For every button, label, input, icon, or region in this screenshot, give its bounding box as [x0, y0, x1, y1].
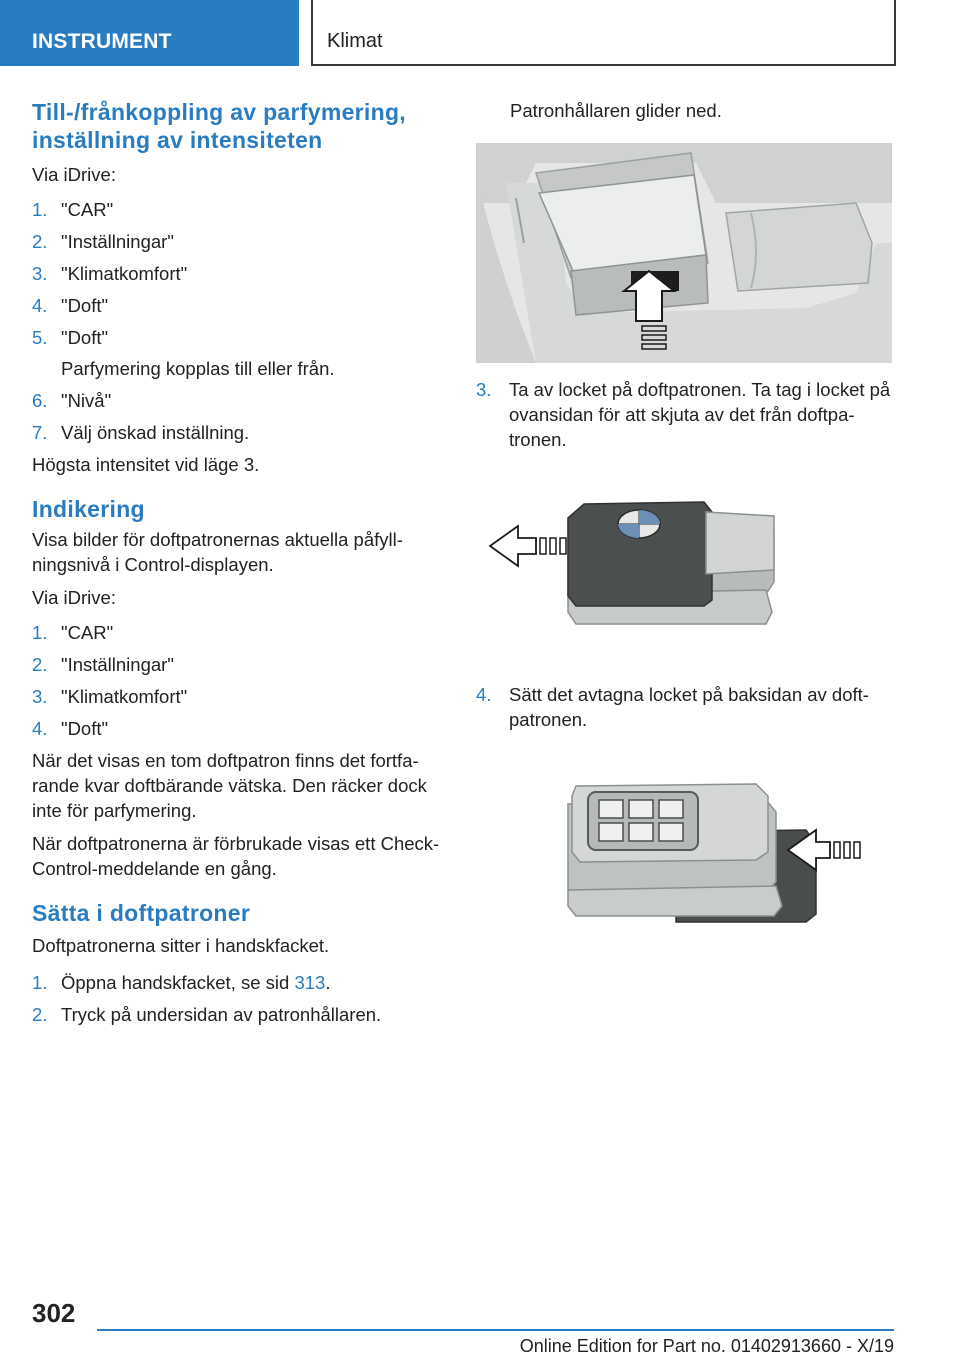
list-item: 4. "Doft" [32, 718, 109, 739]
list-item: 3. "Klimatkomfort" [32, 686, 188, 707]
section-tab [0, 0, 299, 66]
indikering-para-1: När det visas en tom doftpatron finns det fortfarande kvar doftbärande vätska. Den räcker dock inte för parfymering. [32, 750, 427, 821]
steps-parfym-toggle [32, 197, 442, 445]
steps-cartridge-2 [476, 682, 892, 732]
section-label: INSTRUMENT [32, 30, 172, 53]
list-item: 2. "Inställningar" [32, 231, 174, 252]
list-item: 4. Sätt det avtagna locket på baksidan av doftpatronen. [476, 684, 869, 730]
right-column [476, 98, 892, 932]
heading-parfym-toggle: Till-/frånkoppling av parfymering, inställning av intensiteten [32, 99, 406, 153]
steps-cartridge [476, 377, 892, 452]
glovebox-illustration [476, 143, 892, 363]
indikering-intro: Visa bilder för doftpatronernas aktuella påfyllningsnivå i Control-displayen. [32, 529, 403, 575]
figure-attach-lid [476, 782, 892, 932]
list-item: 1. "CAR" [32, 199, 114, 220]
list-item: 6. "Nivå" [32, 390, 112, 411]
list-item: 3. "Klimatkomfort" [32, 263, 188, 284]
steps-indikering [32, 620, 442, 741]
heading-indikering: Indikering [32, 496, 145, 522]
list-item: 2. "Inställningar" [32, 654, 174, 675]
figure-caption: Patronhållaren glider ned. [510, 100, 722, 121]
page-number: 302 [32, 1298, 76, 1328]
page-link[interactable]: 313 [294, 972, 326, 993]
list-item: 1. Öppna handskfacket, se sid 313. [32, 972, 331, 993]
via-idrive-2: Via iDrive: [32, 587, 116, 608]
list-item: 3. Ta av locket på doftpatronen. Ta tag i locket på ovansidan för att skjuta av det från doftpatronen. [476, 379, 891, 450]
heading-satta-i: Sätta i doftpatroner [32, 900, 251, 926]
step-subtext: Parfymering kopplas till eller från. [61, 358, 335, 379]
list-item: 2. Tryck på undersidan av patronhållaren. [32, 1004, 382, 1025]
chapter-label: Klimat [327, 30, 383, 52]
list-item: 1. "CAR" [32, 622, 114, 643]
footer-rule [97, 1329, 894, 1331]
left-column [32, 98, 442, 1034]
figure-holder-slide-down [476, 143, 892, 363]
figure-remove-lid [476, 494, 892, 644]
via-idrive-1: Via iDrive: [32, 164, 116, 185]
list-item: 7. Välj önskad inställning. [32, 422, 250, 443]
steps-satta-i [32, 970, 442, 1027]
edition-text: Online Edition for Part no. 01402913660 - X/19 [519, 1336, 894, 1356]
list-item: 5. "Doft" Parfymering kopplas till eller från. [32, 325, 442, 381]
intensity-note: Högsta intensitet vid läge 3. [32, 454, 260, 475]
cartridge-lid-attach-illustration [476, 782, 892, 932]
indikering-para-2: När doftpatronerna är förbrukade visas ett Check-Control-meddelande en gång. [32, 833, 440, 879]
satta-i-intro: Doftpatronerna sitter i handskfacket. [32, 935, 330, 956]
page-header [0, 0, 960, 66]
chapter-box [311, 0, 896, 66]
list-item: 4. "Doft" [32, 295, 109, 316]
cartridge-lid-removal-illustration [476, 494, 892, 644]
